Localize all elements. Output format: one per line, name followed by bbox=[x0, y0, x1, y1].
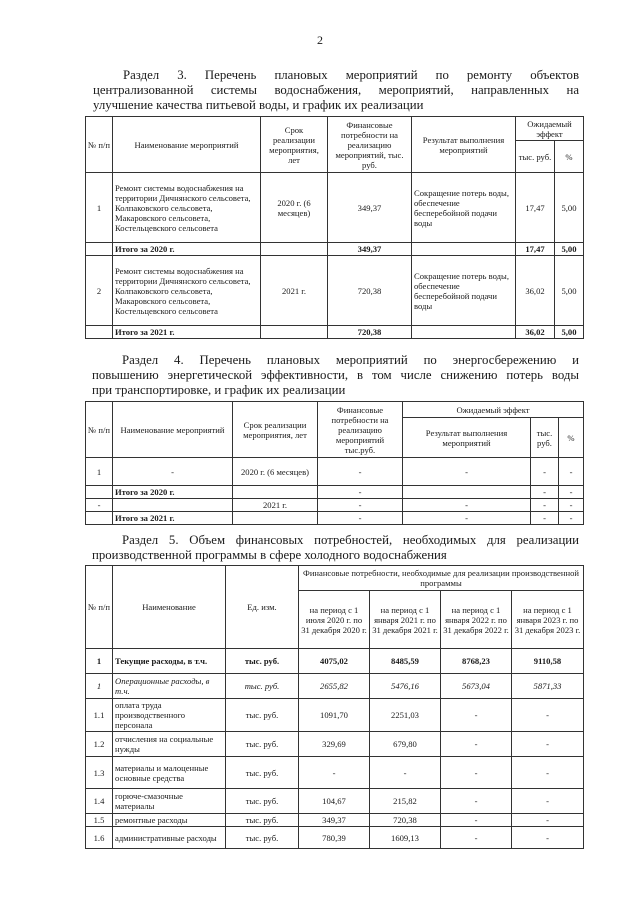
s5-row-operational-2020: 2655,82 bbox=[299, 674, 370, 699]
table-row bbox=[86, 458, 584, 486]
s4-total2020-num bbox=[86, 486, 113, 499]
s3-row2-name: Ремонт системы водоснабжения на территории Дичнянского сельсовета, Колпаковского сельсовета, Макаровского сельсовета, Костельцевского сельсовета bbox=[113, 256, 261, 326]
s4-row2-num: - bbox=[86, 499, 113, 512]
s3-row1-pct: 5,00 bbox=[555, 173, 584, 243]
s4-row2-finance: - bbox=[318, 499, 403, 512]
s5-row-current-2022: 8768,23 bbox=[441, 649, 512, 674]
section3-title-line1: Раздел 3. Перечень плановых мероприятий по ремонту объектов bbox=[123, 68, 579, 82]
s4-total2021-num bbox=[86, 512, 113, 525]
s4-header-name: Наименование мероприятий bbox=[113, 402, 233, 458]
s4-total2021-term bbox=[233, 512, 318, 525]
s4-total2020-term bbox=[233, 486, 318, 499]
s4-row1-term: 2020 г. (6 месяцев) bbox=[233, 458, 318, 486]
s3-header-result: Результат выполнения мероприятий bbox=[412, 117, 516, 173]
s3-row1-rub: 17,47 bbox=[516, 173, 555, 243]
table-row bbox=[86, 827, 584, 849]
s3-total2021-term bbox=[261, 326, 328, 339]
s4-total2021-result: - bbox=[403, 512, 531, 525]
s4-total2020-finance: - bbox=[318, 486, 403, 499]
table-row bbox=[86, 256, 584, 326]
s5-row-1-2-2020: 329,69 bbox=[299, 732, 370, 757]
s5-row-1-3-2020: - bbox=[299, 757, 370, 789]
s4-header-finance: Финансовые потребности на реализацию мероприятий тыс.руб. bbox=[318, 402, 403, 458]
table-row bbox=[86, 243, 584, 256]
table-row bbox=[86, 789, 584, 814]
s5-row-1-1-unit: тыс. руб. bbox=[226, 699, 299, 732]
s5-row-operational-2023: 5871,33 bbox=[512, 674, 584, 699]
s5-row-1-6-2023: - bbox=[512, 827, 584, 849]
table-row bbox=[86, 649, 584, 674]
page-number: 2 bbox=[317, 33, 323, 47]
s4-row2-result: - bbox=[403, 499, 531, 512]
s4-total2021-rub: - bbox=[531, 512, 559, 525]
table-row bbox=[86, 732, 584, 757]
s4-total2020-pct: - bbox=[559, 486, 584, 499]
s3-row2-num: 2 bbox=[86, 256, 113, 326]
table-row bbox=[86, 512, 584, 525]
s5-row-1-5-unit: тыс. руб. bbox=[226, 814, 299, 827]
s5-row-1-3-unit: тыс. руб. bbox=[226, 757, 299, 789]
s5-row-operational-2022: 5673,04 bbox=[441, 674, 512, 699]
s5-row-1-3-2023: - bbox=[512, 757, 584, 789]
section4-table bbox=[85, 401, 584, 525]
s5-row-1-6-2020: 780,39 bbox=[299, 827, 370, 849]
s5-row-1-1-num: 1.1 bbox=[86, 699, 113, 732]
table-row bbox=[86, 499, 584, 512]
s5-row-1-2-2022: - bbox=[441, 732, 512, 757]
s3-header-name: Наименование мероприятий bbox=[113, 117, 261, 173]
s5-row-current-2023: 9110,58 bbox=[512, 649, 584, 674]
s5-row-1-5-name: ремонтные расходы bbox=[113, 814, 226, 827]
s5-row-operational-name: Операционные расходы, в т.ч. bbox=[113, 674, 226, 699]
s3-row1-result: Сокращение потерь воды, обеспечение бесперебойной подачи воды bbox=[412, 173, 516, 243]
s4-header-effect: Ожидаемый эффект bbox=[403, 402, 584, 418]
section5-title-line2: производственной программы в сфере холодного водоснабжения bbox=[92, 548, 447, 562]
s5-row-1-5-2023: - bbox=[512, 814, 584, 827]
s4-header-unit: тыс. руб. bbox=[531, 418, 559, 458]
s5-row-current-2021: 8485,59 bbox=[370, 649, 441, 674]
s5-row-1-3-2021: - bbox=[370, 757, 441, 789]
section3-table bbox=[85, 116, 584, 339]
s3-total2020-num bbox=[86, 243, 113, 256]
s3-total2021-rub: 36,02 bbox=[516, 326, 555, 339]
s3-header-finance: Финансовые потребности на реализацию мероприятий, тыс. руб. bbox=[328, 117, 412, 173]
section5-heading bbox=[92, 533, 579, 563]
s4-row1-name: - bbox=[113, 458, 233, 486]
s5-header-period-2021: на период с 1 января 2021 г. по 31 декабря 2021 г. bbox=[370, 591, 441, 649]
s4-row1-num: 1 bbox=[86, 458, 113, 486]
s4-header-result: Результат выполнения мероприятий bbox=[403, 418, 531, 458]
s4-row2-rub: - bbox=[531, 499, 559, 512]
s5-row-1-5-num: 1.5 bbox=[86, 814, 113, 827]
s4-row1-finance: - bbox=[318, 458, 403, 486]
s3-row1-num: 1 bbox=[86, 173, 113, 243]
s4-total2020-result bbox=[403, 486, 531, 499]
section5-table bbox=[85, 565, 584, 849]
s3-header-effect: Ожидаемый эффект bbox=[516, 117, 584, 141]
s3-header-percent: % bbox=[555, 141, 584, 173]
s5-row-1-1-2023: - bbox=[512, 699, 584, 732]
s5-row-1-5-2021: 720,38 bbox=[370, 814, 441, 827]
s5-row-1-4-unit: тыс. руб. bbox=[226, 789, 299, 814]
s3-total2021-pct: 5,00 bbox=[555, 326, 584, 339]
s4-row2-name bbox=[113, 499, 233, 512]
s3-total2020-term bbox=[261, 243, 328, 256]
s4-row1-pct: - bbox=[559, 458, 584, 486]
s5-row-1-1-2022: - bbox=[441, 699, 512, 732]
s3-row2-finance: 720,38 bbox=[328, 256, 412, 326]
s3-row2-rub: 36,02 bbox=[516, 256, 555, 326]
s4-row2-term: 2021 г. bbox=[233, 499, 318, 512]
s3-row1-term: 2020 г. (6 месяцев) bbox=[261, 173, 328, 243]
s4-header-num: № п/п bbox=[86, 402, 113, 458]
s3-row1-finance: 349,37 bbox=[328, 173, 412, 243]
s5-row-current-unit: тыс. руб. bbox=[226, 649, 299, 674]
s3-row2-term: 2021 г. bbox=[261, 256, 328, 326]
s5-row-1-3-2022: - bbox=[441, 757, 512, 789]
table-row bbox=[86, 699, 584, 732]
s4-row1-result: - bbox=[403, 458, 531, 486]
s5-row-current-name: Текущие расходы, в т.ч. bbox=[113, 649, 226, 674]
table-row bbox=[86, 757, 584, 789]
section3-title-line3: улучшение качества питьевой воды, и график их реализации bbox=[93, 98, 424, 112]
s5-row-1-6-2021: 1609,13 bbox=[370, 827, 441, 849]
s5-row-operational-num: 1 bbox=[86, 674, 113, 699]
s4-total2020-rub: - bbox=[531, 486, 559, 499]
s5-row-1-1-2020: 1091,70 bbox=[299, 699, 370, 732]
s3-row2-result: Сокращение потерь воды, обеспечение бесперебойной подачи воды bbox=[412, 256, 516, 326]
table-row bbox=[86, 486, 584, 499]
s3-total2021-label: Итого за 2021 г. bbox=[113, 326, 261, 339]
s5-row-current-num: 1 bbox=[86, 649, 113, 674]
s4-total2021-finance: - bbox=[318, 512, 403, 525]
section5-title-line1: Раздел 5. Объем финансовых потребностей, необходимых для реализации bbox=[122, 533, 579, 547]
s5-row-1-4-2020: 104,67 bbox=[299, 789, 370, 814]
section4-title-line3: при транспортировке, и график их реализации bbox=[92, 383, 346, 397]
s4-total2021-label: Итого за 2021 г. bbox=[113, 512, 233, 525]
s5-row-1-6-num: 1.6 bbox=[86, 827, 113, 849]
section4-title-line1: Раздел 4. Перечень плановых мероприятий по энергосбережению и bbox=[122, 353, 579, 367]
s3-header-num: № п/п bbox=[86, 117, 113, 173]
table-row bbox=[86, 814, 584, 827]
s4-total2020-label: Итого за 2020 г. bbox=[113, 486, 233, 499]
s5-row-1-6-name: административные расходы bbox=[113, 827, 226, 849]
s4-row2-pct: - bbox=[559, 499, 584, 512]
s3-total2021-num bbox=[86, 326, 113, 339]
s5-row-1-3-num: 1.3 bbox=[86, 757, 113, 789]
s5-row-operational-unit: тыс. руб. bbox=[226, 674, 299, 699]
s4-header-percent: % bbox=[559, 418, 584, 458]
s5-row-1-1-name: оплата труда производственного персонала bbox=[113, 699, 226, 732]
s5-row-1-4-num: 1.4 bbox=[86, 789, 113, 814]
s3-row2-pct: 5,00 bbox=[555, 256, 584, 326]
s5-row-1-1-2021: 2251,03 bbox=[370, 699, 441, 732]
s4-header-term: Срок реализации мероприятия, лет bbox=[233, 402, 318, 458]
s3-header-unit: тыс. руб. bbox=[516, 141, 555, 173]
s5-row-1-4-name: горюче-смазочные материалы bbox=[113, 789, 226, 814]
s5-row-1-5-2022: - bbox=[441, 814, 512, 827]
s5-header-unit: Ед. изм. bbox=[226, 566, 299, 649]
s3-total2020-label: Итого за 2020 г. bbox=[113, 243, 261, 256]
s3-total2020-rub: 17,47 bbox=[516, 243, 555, 256]
s5-header-num: № п/п bbox=[86, 566, 113, 649]
s5-header-period-2022: на период с 1 января 2022 г. по 31 декабря 2022 г. bbox=[441, 591, 512, 649]
s3-total2021-result bbox=[412, 326, 516, 339]
s3-total2020-finance: 349,37 bbox=[328, 243, 412, 256]
s5-header-name: Наименование bbox=[113, 566, 226, 649]
section3-title-line2: централизованной системы водоснабжения, мероприятий, направленных на bbox=[93, 83, 579, 97]
s5-row-1-5-2020: 349,37 bbox=[299, 814, 370, 827]
s3-row1-name: Ремонт системы водоснабжения на территории Дичнянского сельсовета, Колпаковского сельсовета, Макаровского сельсовета, Костельцевского сельсовета bbox=[113, 173, 261, 243]
s5-row-1-4-2022: - bbox=[441, 789, 512, 814]
s4-row1-rub: - bbox=[531, 458, 559, 486]
s5-header-period-2023: на период с 1 января 2023 г. по 31 декабря 2023 г. bbox=[512, 591, 584, 649]
s5-row-1-2-name: отчисления на социальные нужды bbox=[113, 732, 226, 757]
s4-total2021-pct: - bbox=[559, 512, 584, 525]
section3-heading bbox=[93, 68, 579, 113]
s5-row-1-6-unit: тыс. руб. bbox=[226, 827, 299, 849]
s5-row-1-2-num: 1.2 bbox=[86, 732, 113, 757]
s5-row-1-4-2021: 215,82 bbox=[370, 789, 441, 814]
s5-row-1-4-2023: - bbox=[512, 789, 584, 814]
s3-total2020-result bbox=[412, 243, 516, 256]
s5-row-1-2-2021: 679,80 bbox=[370, 732, 441, 757]
table-row bbox=[86, 326, 584, 339]
s3-total2021-finance: 720,38 bbox=[328, 326, 412, 339]
s5-row-1-6-2022: - bbox=[441, 827, 512, 849]
table-row bbox=[86, 173, 584, 243]
s5-row-1-3-name: материалы и малоценные основные средства bbox=[113, 757, 226, 789]
s5-row-1-2-unit: тыс. руб. bbox=[226, 732, 299, 757]
s5-header-period-2020: на период с 1 июля 2020 г. по 31 декабря 2020 г. bbox=[299, 591, 370, 649]
s3-total2020-pct: 5,00 bbox=[555, 243, 584, 256]
s5-row-current-2020: 4075,02 bbox=[299, 649, 370, 674]
s5-header-finance: Финансовые потребности, необходимые для реализации производственной программы bbox=[299, 566, 584, 591]
section4-heading bbox=[92, 353, 579, 398]
section4-title-line2: повышению энергетической эффективности, в том числе снижению потерь воды bbox=[92, 368, 579, 382]
s3-header-term: Срок реализации мероприятия, лет bbox=[261, 117, 328, 173]
s5-row-1-2-2023: - bbox=[512, 732, 584, 757]
s5-row-operational-2021: 5476,16 bbox=[370, 674, 441, 699]
table-row bbox=[86, 674, 584, 699]
